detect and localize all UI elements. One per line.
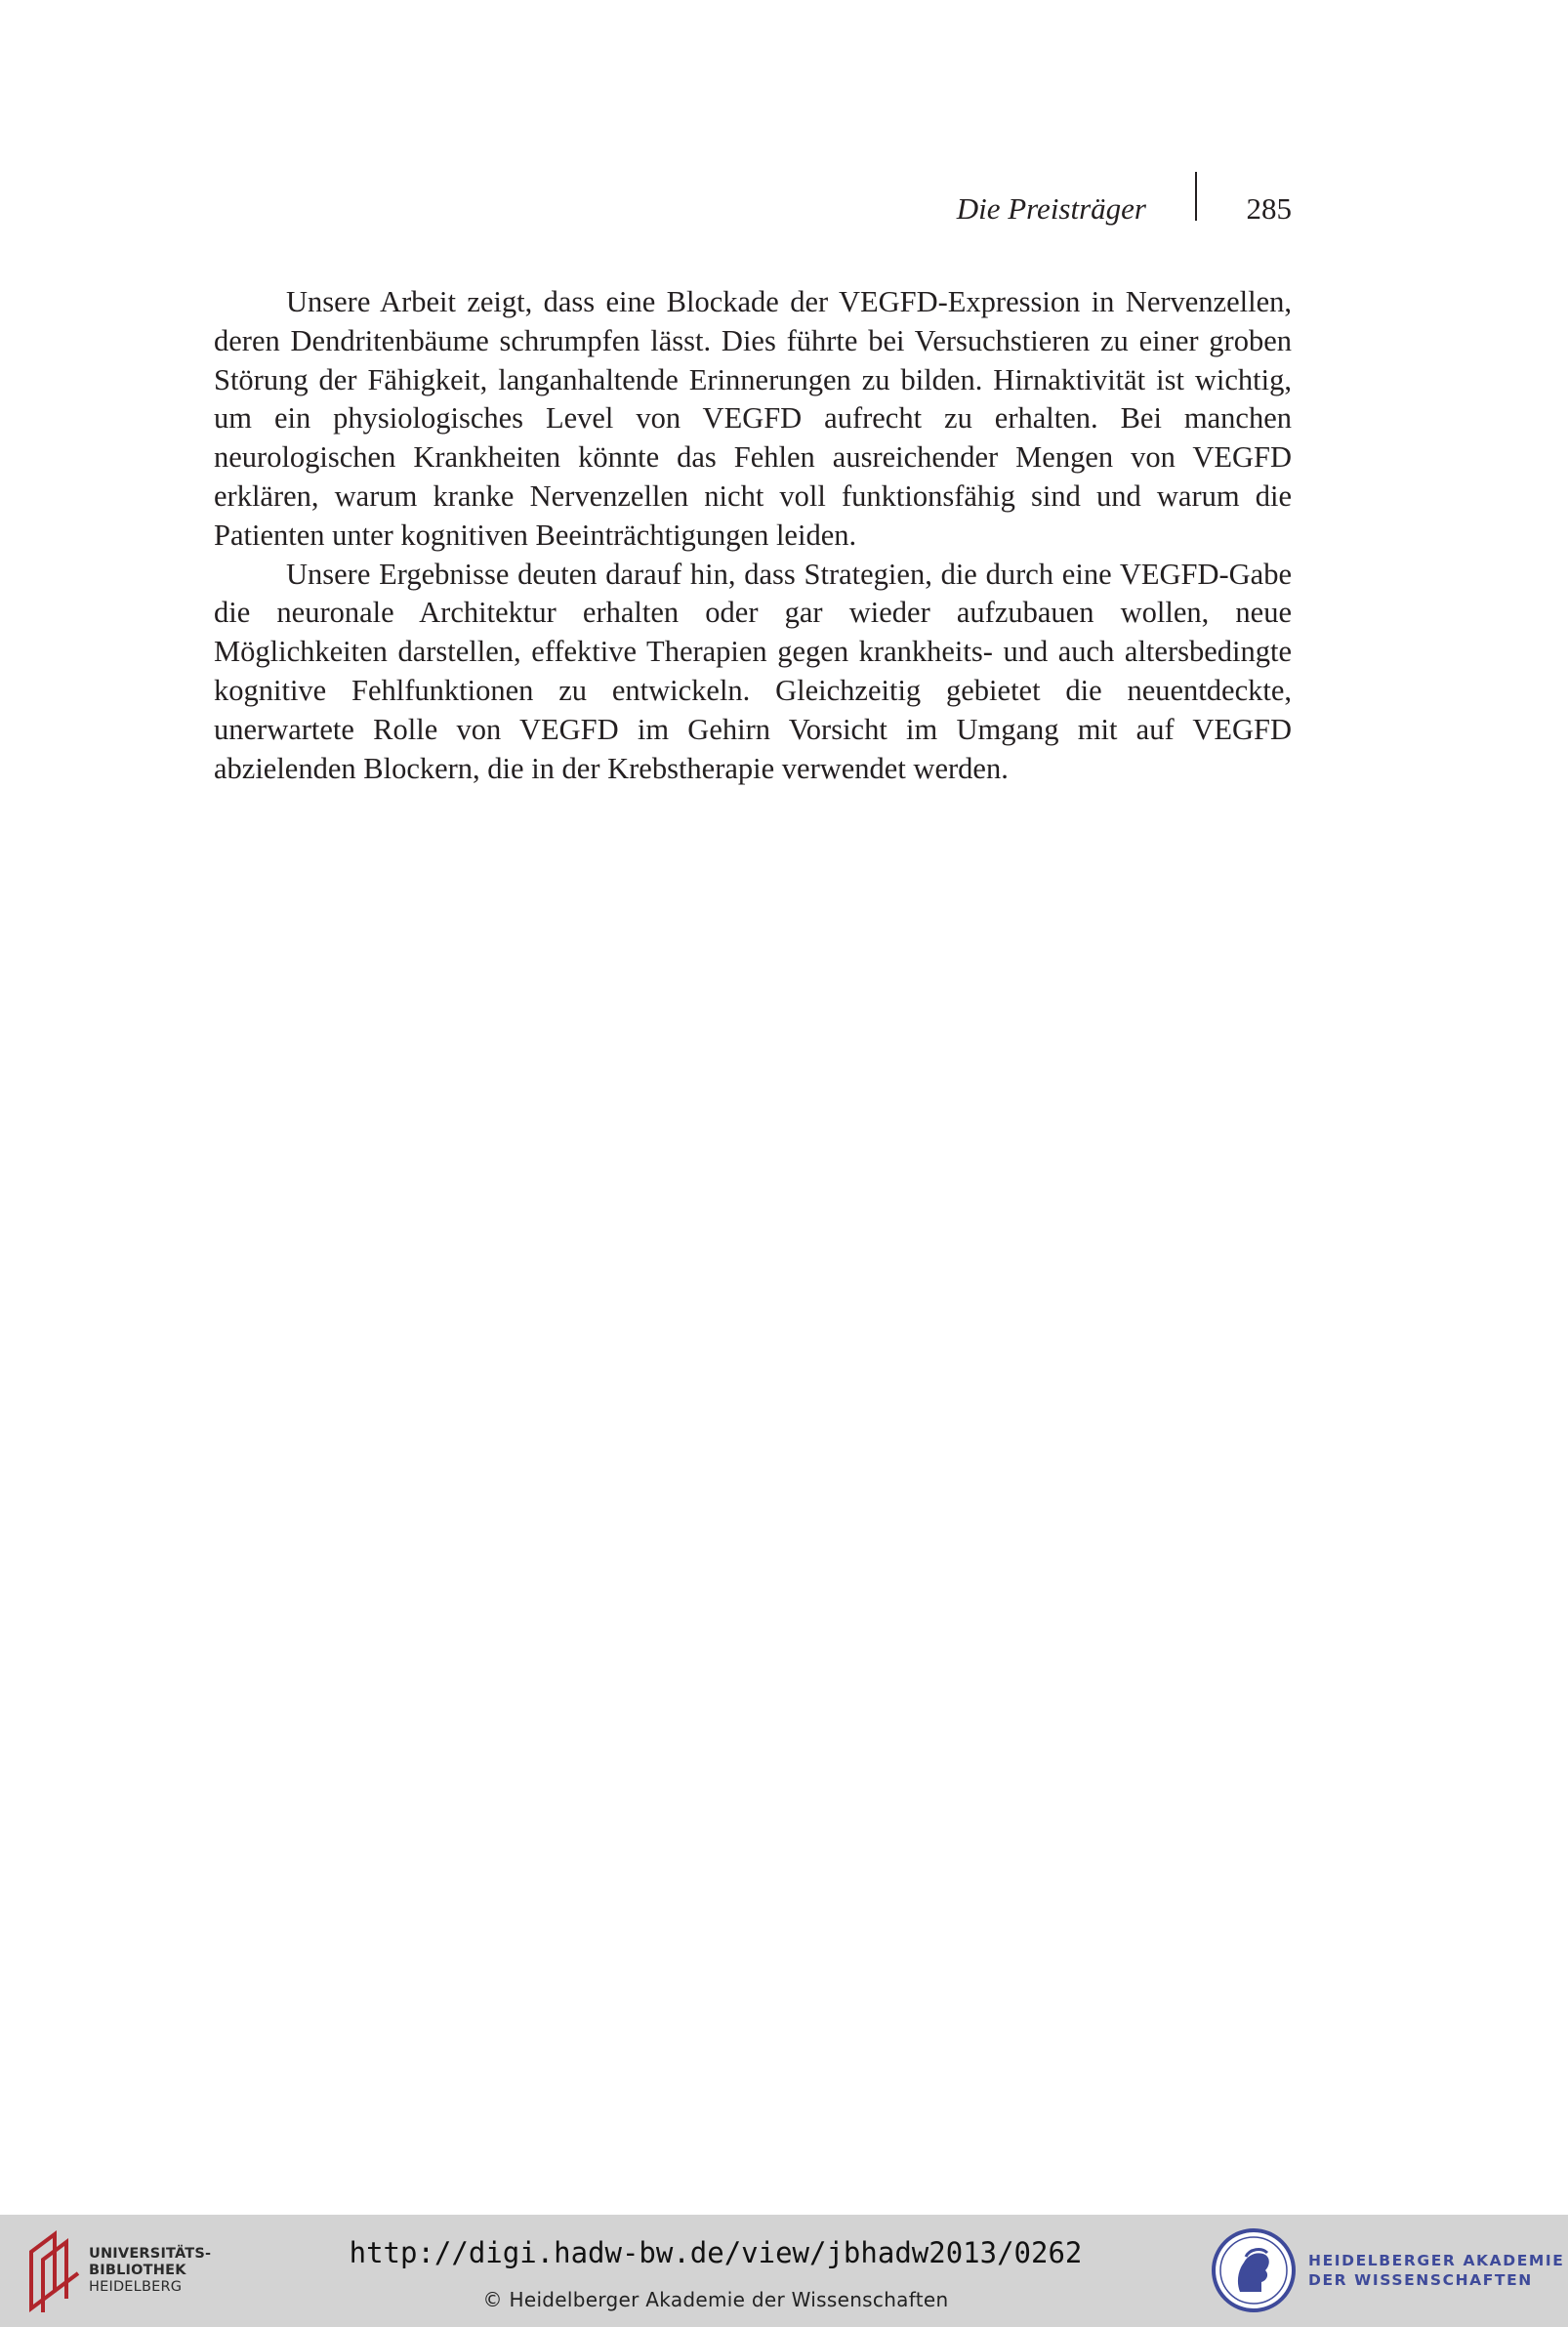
page-number: 285 — [1246, 191, 1292, 226]
header-divider — [1195, 172, 1197, 221]
paragraph: Unsere Ergebnisse deuten darauf hin, dass Strategien, die durch eine VEGFD-Gabe die neuronale Architektur erhalten oder gar wieder aufzubauen wollen, neue Möglichkeiten darstellen, effektive Therapien gegen krankheits- und auch altersbedingte kognitive Fehlfunktionen zu entwickeln. Gleichzeitig gebietet die neuentdeckte, unerwartete Rolle von VEGFD im Gehirn Vorsicht im Umgang mit auf VEGFD abzielenden Blockern, die in der Krebstherapie verwendet werden. — [214, 557, 1292, 785]
paragraph: Unsere Arbeit zeigt, dass eine Blockade der VEGFD-Expression in Nervenzellen, deren Dendritenbäume schrumpfen lässt. Dies führte bei Versuchstieren zu einer groben Störung der Fähigkeit, langanhaltende Erinnerungen zu bilden. Hirnaktivität ist wichtig, um ein physiologisches Level von VEGFD aufrecht zu erhalten. Bei manchen neurologischen Krankheiten könnte das Fehlen ausreichender Mengen von VEGFD erklären, warum kranke Nervenzellen nicht voll funktionsfähig sind und warum die Patienten unter kognitiven Beeinträchtigungen leiden. — [214, 285, 1292, 552]
academy-seal-icon — [1211, 2227, 1297, 2313]
academy-name: HEIDELBERGER AKADEMIE DER WISSENSCHAFTEN — [1308, 2252, 1565, 2289]
permalink-url[interactable]: http://digi.hadw-bw.de/view/jbhadw2013/0262 — [349, 2236, 1083, 2269]
digitization-footer — [0, 2215, 1568, 2327]
copyright-notice: © Heidelberger Akademie der Wissenschaften — [482, 2288, 949, 2311]
running-head — [0, 186, 1568, 232]
body-text — [214, 283, 1292, 788]
university-library-name: UNIVERSITÄTS- BIBLIOTHEK HEIDELBERG — [89, 2246, 212, 2295]
section-title: Die Preisträger — [956, 191, 1146, 226]
